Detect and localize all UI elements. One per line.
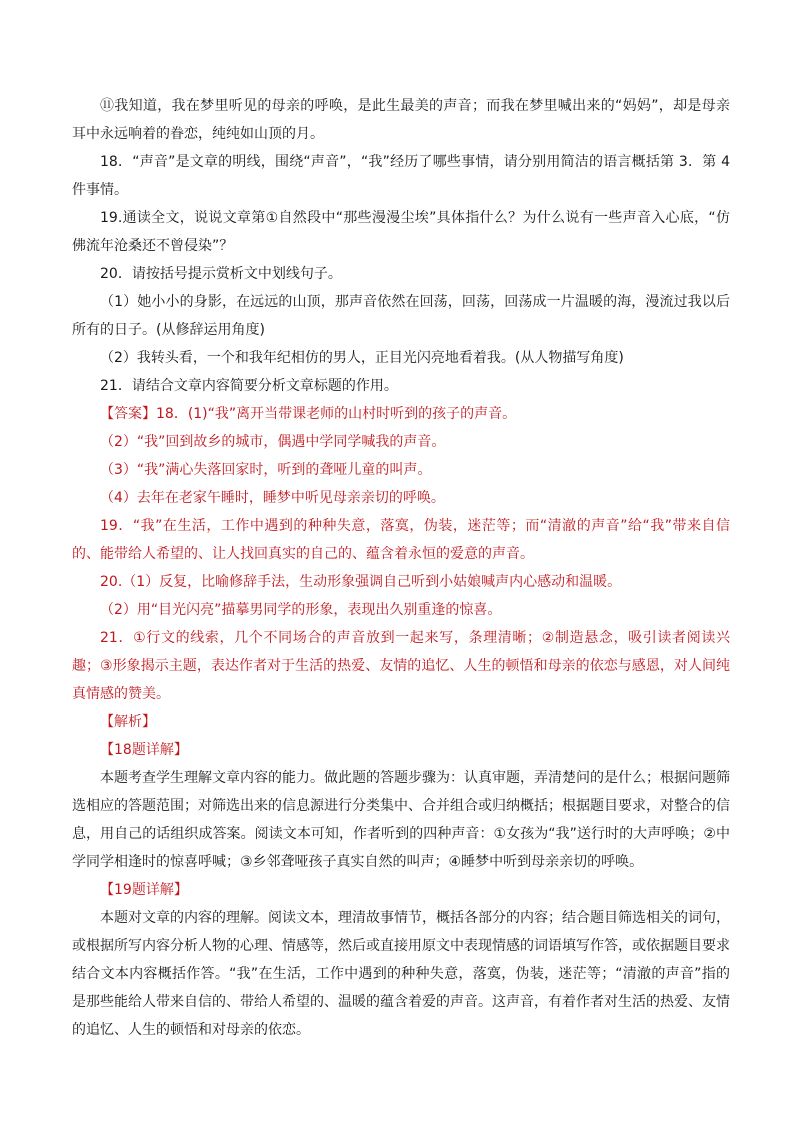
- analysis-18-heading: 【18题详解】: [100, 742, 188, 758]
- answer-21: 21．①行文的线索，几个不同场合的声音放到一起来写，条理清晰；②制造悬念，吸引读者阅读兴趣；③形象揭示主题，表达作者对于生活的热爱、友情的追忆、人生的顿悟和母亲的依恋与感恩，对人间纯真情感的赞美。: [72, 630, 730, 702]
- question-20-part-2: （2）我转头看，一个和我年纪相仿的男人，正目光闪亮地看着我。(从人物描写角度): [100, 350, 624, 366]
- answer-first-line: [72, 400, 730, 428]
- analysis-label: 【解析】: [100, 714, 156, 730]
- analysis-19-heading: 【19题详解】: [100, 882, 188, 898]
- question-21: 21．请结合文章内容简要分析文章标题的作用。: [100, 378, 398, 394]
- analysis-19-text: 本题对文章的内容的理解。阅读文本，理清故事情节，概括各部分的内容；结合题目筛选相关的词句，或根据所写内容分析人物的心理、情感等，然后或直接用原文中表现情感的词语填写作答，或依据题目要求结合文本内容概括作答。“我”在生活，工作中遇到的种种失意，落寞，伪装，迷茫等；“清澈的声音”指的是那些能给人带来自信的、带给人希望的、温暖的蕴含着爱的声音。这声音，有着作者对生活的热爱、友情的追忆、人生的顿悟和对母亲的依恋。: [72, 910, 730, 1038]
- question-18: 18．“声音”是文章的明线，围绕“声音”，“我”经历了哪些事情，请分别用简洁的语言概括第 3．第 4 件事情。: [72, 154, 730, 198]
- paragraph-11: ⑪我知道，我在梦里听见的母亲的呼唤，是此生最美的声音；而我在梦里喊出来的“妈妈”，却是母亲耳中永远响着的眷恋，纯纯如山顶的月。: [72, 98, 730, 142]
- question-20: 20．请按括号提示赏析文中划线句子。: [100, 266, 342, 282]
- answer-18-part-4: （4）去年在老家午睡时，睡梦中听见母亲亲切的呼唤。: [100, 490, 445, 506]
- answer-18-part-1: 18．(1)“我”离开当带课老师的山村时听到的孩子的声音。: [156, 406, 517, 422]
- answer-19: 19．“我”在生活，工作中遇到的种种失意，落寞，伪装，迷茫等；而“清澈的声音”给“我”带来自信的、能带给人希望的、让人找回真实的自己的、蕴含着永恒的爱意的声音。: [72, 518, 730, 562]
- answer-20-part-2: （2）用“目光闪亮”描摹男同学的形象，表现出久别重逢的惊喜。: [100, 602, 502, 618]
- answer-20-part-1: 20.（1）反复，比喻修辞手法，生动形象强调自己听到小姑娘喊声内心感动和温暖。: [100, 574, 622, 590]
- answer-18-part-2: （2）“我”回到故乡的城市，偶遇中学同学喊我的声音。: [100, 434, 446, 450]
- document-body: [72, 92, 730, 1044]
- answer-18-part-3: （3）“我”满心失落回家时，听到的聋哑儿童的叫声。: [100, 462, 432, 478]
- answer-label: 【答案】: [100, 406, 156, 422]
- question-20-part-1: （1）她小小的身影，在远远的山顶，那声音依然在回荡，回荡，回荡成一片温暖的海，漫流过我以后所有的日子。(从修辞运用角度): [72, 294, 730, 338]
- analysis-18-text: 本题考查学生理解文章内容的能力。做此题的答题步骤为：认真审题，弄清楚问的是什么；根据问题筛选相应的答题范围；对筛选出来的信息源进行分类集中、合并组合或归纳概括；根据题目要求，对整合的信息，用自己的话组织成答案。阅读文本可知，作者听到的四种声音：①女孩为“我”送行时的大声呼唤；②中学同学相逢时的惊喜呼喊；③乡邻聋哑孩子真实自然的叫声；④睡梦中听到母亲亲切的呼唤。: [72, 770, 730, 870]
- question-19: 19.通读全文，说说文章第①自然段中“那些漫漫尘埃”具体指什么？为什么说有一些声音入心底，“仿佛流年沧桑还不曾侵染”？: [72, 210, 730, 254]
